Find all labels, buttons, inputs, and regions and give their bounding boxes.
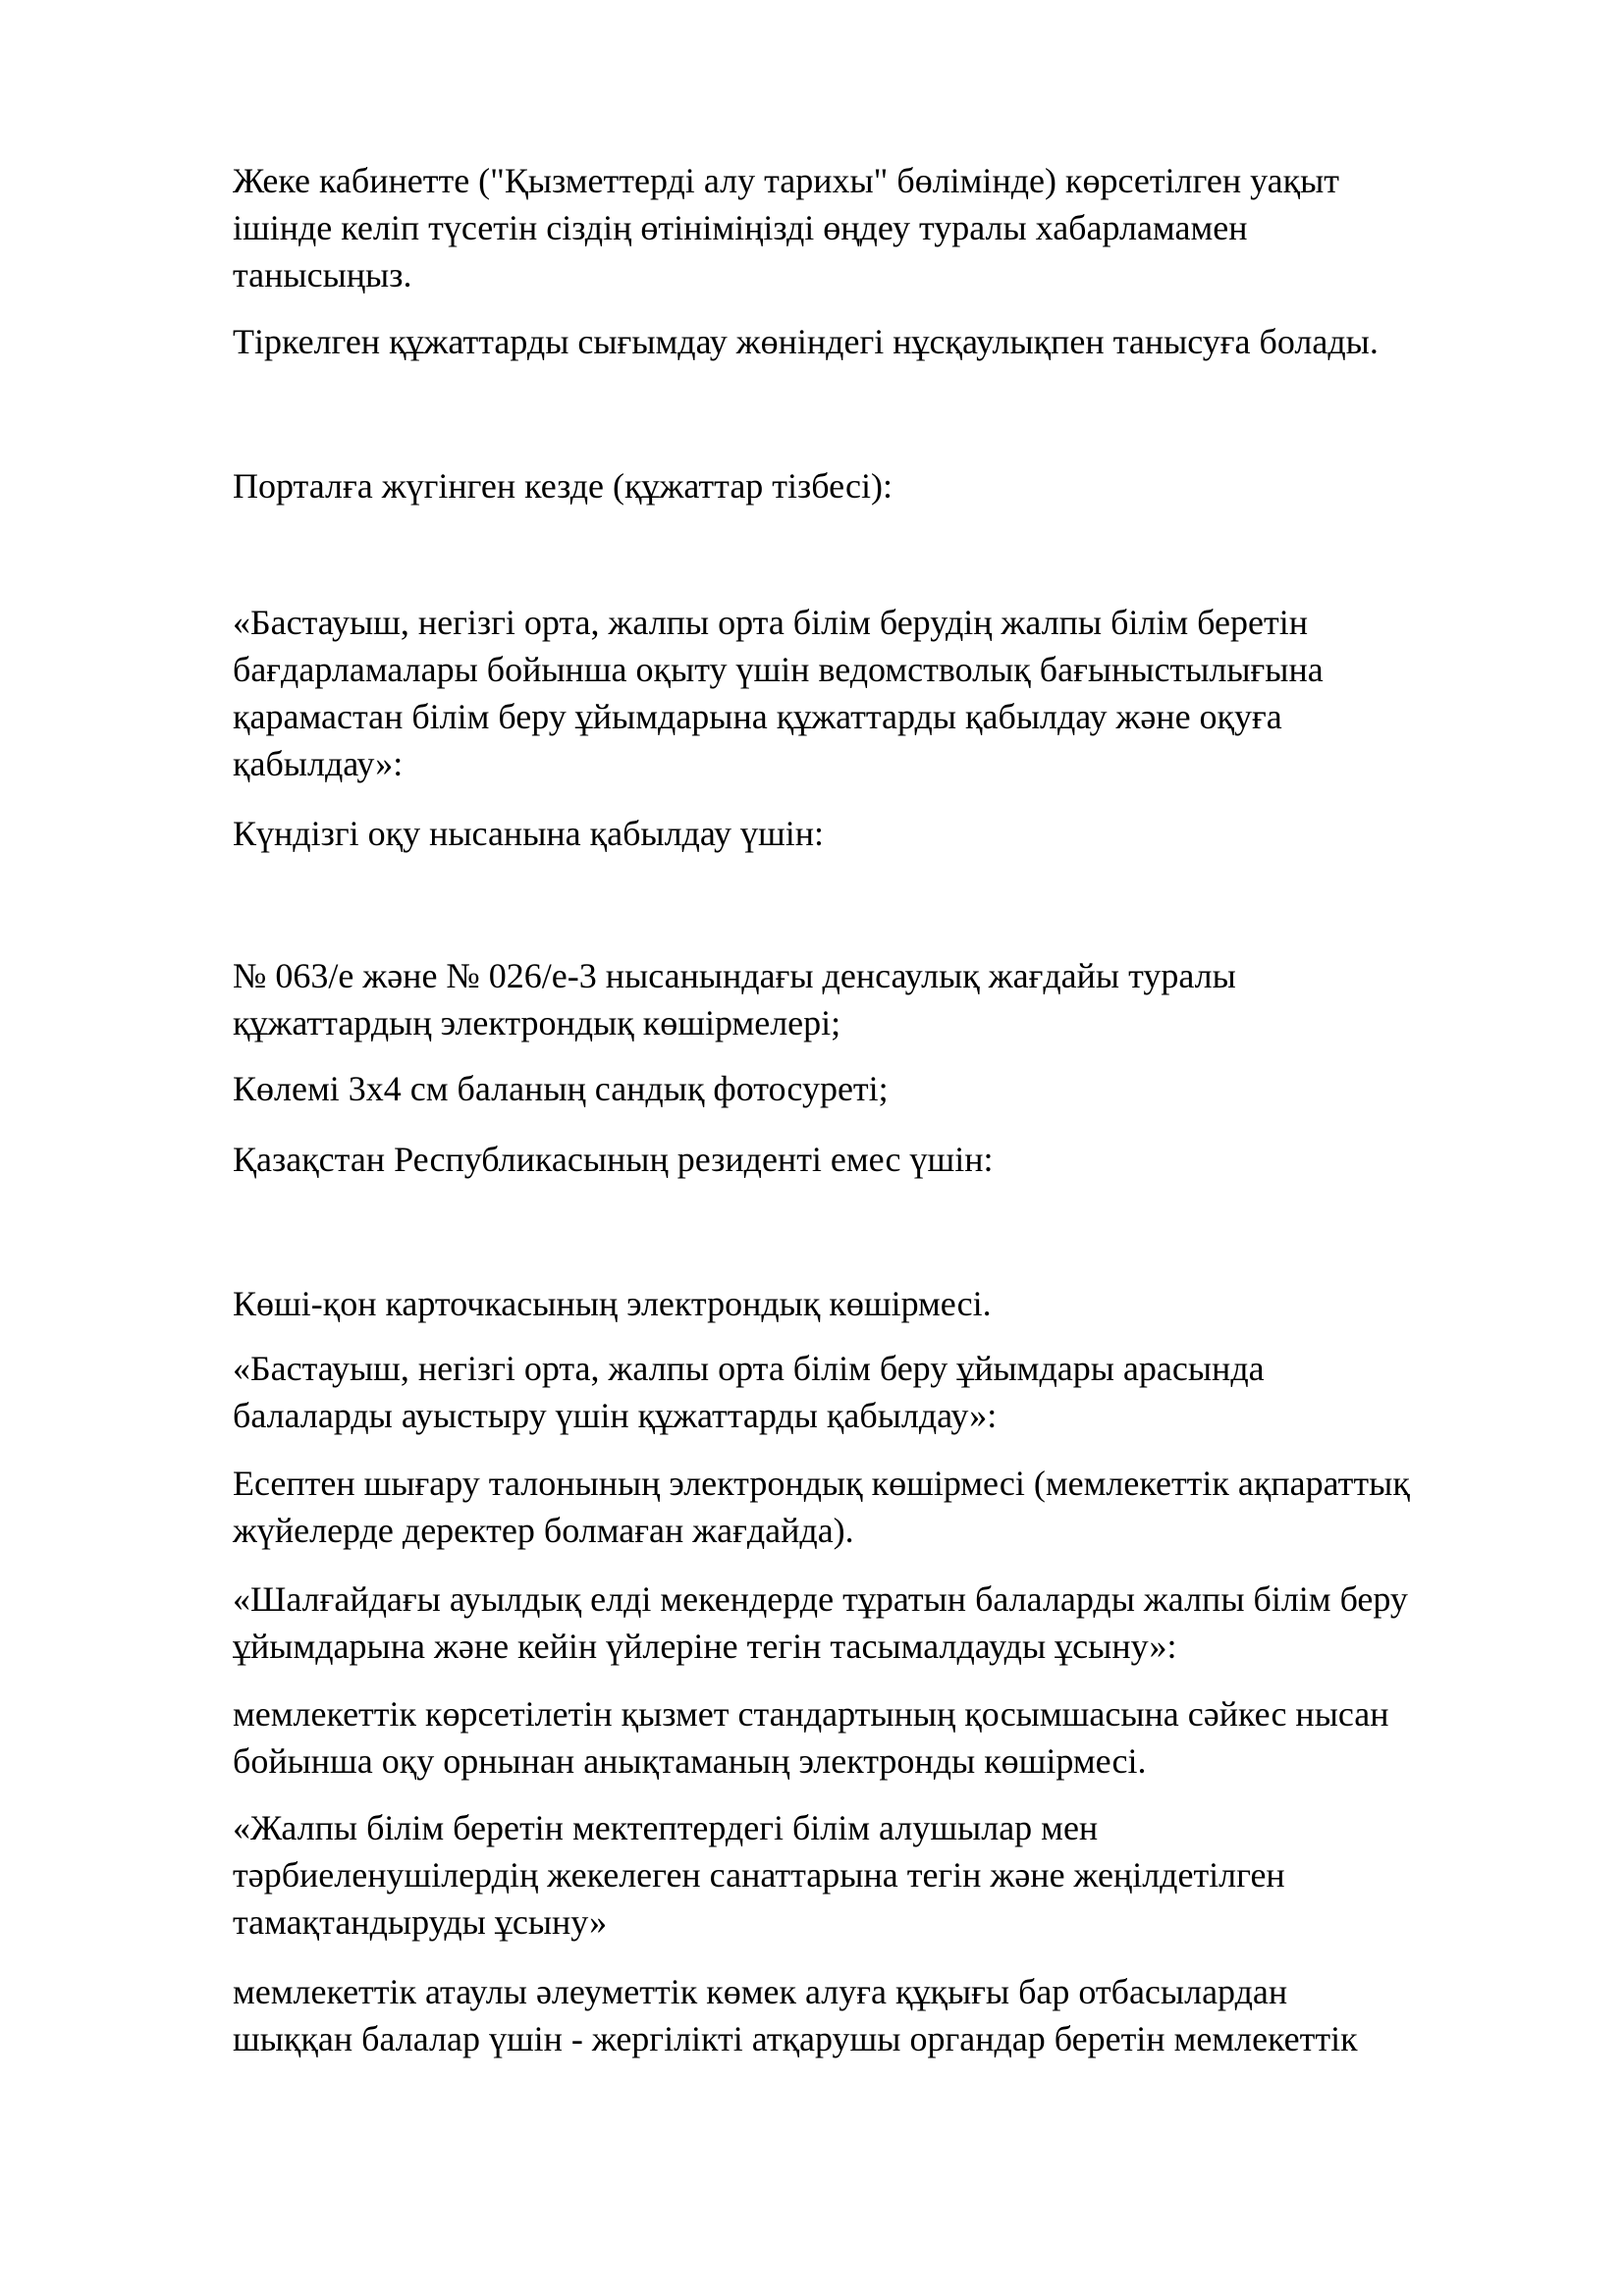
paragraph-compression-instructions bbox=[233, 318, 1529, 365]
text-line: балаларды ауыстыру үшін құжаттарды қабылдау»: bbox=[233, 1396, 998, 1435]
text-line: құжаттардың электрондық көшірмелері; bbox=[233, 1003, 841, 1042]
paragraph-migration-card bbox=[233, 1280, 1529, 1327]
text-line: мемлекеттік көрсетілетін қызмет стандартының қосымшасына сәйкес нысан bbox=[233, 1694, 1389, 1734]
text-line: «Жалпы білім беретін мектептердегі білім алушылар мен bbox=[233, 1808, 1099, 1847]
text-line: ішінде келіп түсетін сіздің өтініміңізді өңдеу туралы хабарламамен bbox=[233, 208, 1248, 247]
text-line: қарамастан білім беру ұйымдарына құжаттарды қабылдау және оқуға bbox=[233, 697, 1282, 736]
paragraph-portal-documents-heading bbox=[233, 462, 1529, 509]
paragraph-social-assistance bbox=[233, 1968, 1529, 2062]
paragraph-photo bbox=[233, 1065, 1529, 1112]
text-line: Порталға жүгінген кезде (құжаттар тізбесі): bbox=[233, 466, 893, 506]
text-line: ұйымдарына және кейін үйлеріне тегін тасымалдауды ұсыну»: bbox=[233, 1627, 1177, 1666]
paragraph-non-resident bbox=[233, 1136, 1529, 1183]
text-line: Тіркелген құжаттарды сығымдау жөніндегі нұсқаулықпен танысуға болады. bbox=[233, 322, 1379, 361]
paragraph-study-certificate bbox=[233, 1690, 1529, 1785]
text-line: бойынша оқу орнынан анықтаманың электронды көшірмесі. bbox=[233, 1741, 1147, 1781]
paragraph-service-transfer bbox=[233, 1345, 1529, 1439]
paragraph-deregistration-coupon bbox=[233, 1460, 1529, 1554]
text-line: бағдарламалары бойынша оқыту үшін ведомстволық бағыныстылығына bbox=[233, 650, 1324, 689]
text-line: тамақтандыруды ұсыну» bbox=[233, 1902, 608, 1942]
paragraph-service-transportation bbox=[233, 1575, 1529, 1670]
text-line: «Бастауыш, негізгі орта, жалпы орта білім берудің жалпы білім беретін bbox=[233, 603, 1308, 642]
text-line: Қазақстан Республикасының резиденті емес үшін: bbox=[233, 1140, 994, 1179]
text-line: Жеке кабинетте ("Қызметтерді алу тарихы" бөлімінде) көрсетілген уақыт bbox=[233, 161, 1340, 200]
text-line: «Бастауыш, негізгі орта, жалпы орта білім беру ұйымдары арасында bbox=[233, 1349, 1265, 1388]
text-line: Көші-қон карточкасының электрондық көшірмесі. bbox=[233, 1284, 992, 1323]
text-line: Көлемі 3х4 см баланың сандық фотосуреті; bbox=[233, 1069, 889, 1108]
text-line: мемлекеттік атаулы әлеуметтік көмек алуға құқығы бар отбасылардан bbox=[233, 1972, 1288, 2011]
text-line: шыққан балалар үшін - жергілікті атқарушы органдар беретін мемлекеттік bbox=[233, 2019, 1358, 2058]
text-line: № 063/е және № 026/е-3 нысанындағы денсаулық жағдайы туралы bbox=[233, 956, 1236, 995]
text-line: «Шалғайдағы ауылдық елді мекендерде тұратын балаларды жалпы білім беру bbox=[233, 1579, 1408, 1619]
text-line: Есептен шығару талонының электрондық көшірмесі (мемлекеттік ақпараттық bbox=[233, 1464, 1410, 1503]
text-line: жүйелерде деректер болмаған жағдайда). bbox=[233, 1511, 854, 1550]
text-line: тәрбиеленушілердің жекелеген санаттарына тегін және жеңілдетілген bbox=[233, 1855, 1285, 1895]
paragraph-service-admission bbox=[233, 599, 1529, 787]
text-line: танысыңыз. bbox=[233, 255, 412, 294]
paragraph-service-free-meals bbox=[233, 1804, 1529, 1946]
text-line: қабылдау»: bbox=[233, 744, 404, 783]
paragraph-notification-info bbox=[233, 157, 1529, 298]
paragraph-health-documents bbox=[233, 952, 1529, 1046]
text-line: Күндізгі оқу нысанына қабылдау үшін: bbox=[233, 814, 825, 853]
paragraph-full-time-admission bbox=[233, 810, 1529, 857]
